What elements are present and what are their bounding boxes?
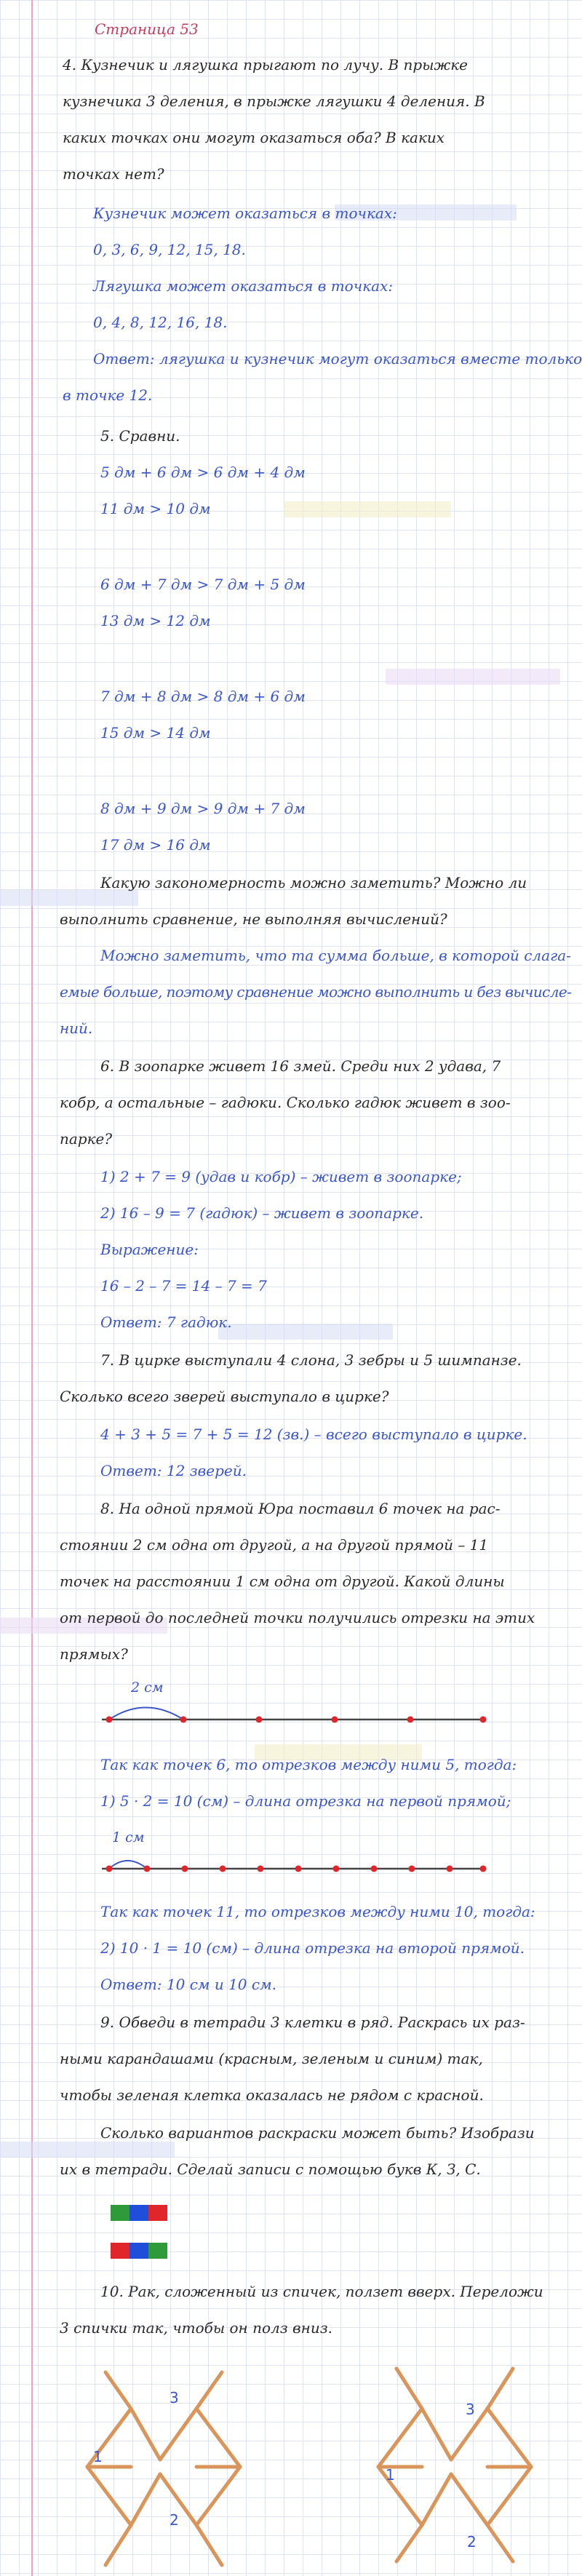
task4-text-4: точках нет? [63, 165, 164, 183]
matchstick [422, 2409, 451, 2460]
matchstick [378, 2409, 422, 2467]
task5-question-1: Какую закономерность можно заметить? Можно ли [100, 874, 527, 891]
task8-text-1: 8. На одной прямой Юра поставил 6 точек на рас- [100, 1500, 501, 1517]
matchstick [487, 2467, 531, 2525]
line1-point [256, 1717, 263, 1723]
arc-1cm [109, 1861, 147, 1869]
matchstick [105, 2372, 131, 2409]
task5-answer-1: Можно заметить, что та сумма больше, в которой слага- [100, 947, 571, 964]
task8-calc-2: 2) 10 · 1 = 10 (см) – длина отрезка на второй прямой. [100, 1939, 525, 1957]
cell-red [111, 2243, 129, 2259]
matchstick [131, 2409, 160, 2460]
matchstick [487, 2369, 513, 2409]
task6-step-1: 1) 2 + 7 = 9 (удав и кобр) – живет в зоопарке; [100, 1168, 462, 1185]
task5-heading: 5. Сравни. [100, 427, 180, 445]
segment-line-1 [0, 1696, 582, 1732]
figure-label-2: 2 [170, 2511, 179, 2529]
task4-text-2: кузнечика 3 деления, в прыжке лягушки 4 деления. В [63, 92, 485, 110]
matchstick [160, 2409, 196, 2460]
line1-point [332, 1717, 338, 1723]
task6-answer: Ответ: 7 гадюк. [100, 1313, 232, 1331]
task6-expression: 16 – 2 – 7 = 14 – 7 = 7 [100, 1277, 267, 1295]
watermark-bar [218, 1324, 393, 1340]
task9-text-2: ными карандашами (красным, зеленым и синим) так, [60, 2050, 483, 2067]
task5-compare-4b: 17 дм > 16 дм [100, 836, 211, 854]
cell-green [148, 2243, 167, 2259]
task4-grasshopper-points: 0, 3, 6, 9, 12, 15, 18. [93, 241, 246, 258]
task9-text-1: 9. Обведи в тетради 3 клетки в ряд. Раскрась их раз- [100, 2014, 525, 2031]
arc-2cm [109, 1708, 183, 1720]
line2-point [295, 1866, 302, 1872]
line2-point [447, 1866, 453, 1872]
line2-point [333, 1866, 340, 1872]
line2-point [371, 1866, 378, 1872]
matchstick [87, 2467, 131, 2525]
task5-question-2: выполнить сравнение, не выполняя вычислений? [60, 910, 447, 928]
task6-text-3: парке? [60, 1130, 113, 1148]
task7-answer: Ответ: 12 зверей. [100, 1462, 247, 1479]
line1-point [407, 1717, 414, 1723]
task4-frog-label: Лягушка может оказаться в точках: [93, 277, 394, 295]
task9-text-4: Сколько вариантов раскраски может быть? Изобрази [100, 2124, 535, 2142]
figure-label-3: 3 [170, 2389, 179, 2406]
task7-text-2: Сколько всего зверей выступало в цирке? [60, 1388, 389, 1405]
task6-expression-label: Выражение: [100, 1241, 199, 1258]
task5-compare-2b: 13 дм > 12 дм [100, 612, 211, 629]
arc1-label: 2 см [131, 1679, 164, 1696]
matchstick [396, 2525, 422, 2561]
task8-answer: Ответ: 10 см и 10 см. [100, 1976, 277, 1993]
task5-answer-2: емые больше, поэтому сравнение можно выполнить и без вычисле- [60, 983, 572, 1001]
crayfish-before [87, 2372, 240, 2565]
task7-solution: 4 + 3 + 5 = 7 + 5 = 12 (зв.) – всего выступало в цирке. [100, 1426, 527, 1443]
matchstick [487, 2525, 513, 2561]
notebook-margin-line [31, 0, 33, 2576]
cell-blue [129, 2205, 148, 2221]
task8-calc-1: 1) 5 · 2 = 10 (см) – длина отрезка на первой прямой; [100, 1792, 511, 1810]
cell-blue [129, 2243, 148, 2259]
task8-reason-1: Так как точек 6, то отрезков между ними 5, тогда: [100, 1756, 517, 1773]
watermark-bar [284, 501, 451, 517]
color-variant-2 [111, 2243, 167, 2259]
line2-point [409, 1866, 415, 1872]
task4-text-3: каких точках они могут оказаться оба? В каких [63, 129, 445, 146]
task4-grasshopper-label: Кузнечик может оказаться в точках: [93, 204, 397, 222]
matchstick [396, 2369, 422, 2409]
matchstick [131, 2474, 160, 2525]
task8-reason-2: Так как точек 11, то отрезков между ними 10, тогда: [100, 1903, 535, 1920]
figure-label-1: 1 [93, 2448, 103, 2465]
watermark-bar [0, 2142, 175, 2158]
task4-answer-2: в точке 12. [63, 386, 153, 404]
matchstick [378, 2467, 422, 2525]
task10-text-1: 10. Рак, сложенный из спичек, ползет вверх. Переложи [100, 2283, 543, 2300]
matchstick [196, 2409, 240, 2467]
matchstick [196, 2467, 240, 2525]
task9-text-5: их в тетради. Сделай записи с помощью букв К, З, С. [60, 2160, 481, 2178]
task8-text-4: от первой до последней точки получились отрезки на этих [60, 1609, 535, 1626]
matchstick [196, 2525, 222, 2565]
page-header: Страница 53 [95, 20, 199, 38]
task8-text-3: точек на расстоянии 1 см одна от другой. Какой длины [60, 1573, 505, 1590]
task10-text-2: 3 спички так, чтобы он полз вниз. [60, 2319, 332, 2337]
figure-label-3-right: 3 [466, 2401, 475, 2418]
figure-label-2-right: 2 [467, 2533, 477, 2551]
task5-compare-3a: 7 дм + 8 дм > 8 дм + 6 дм [100, 688, 306, 705]
line1-point [106, 1717, 113, 1723]
crayfish-after [378, 2369, 531, 2561]
task4-answer-1: Ответ: лягушка и кузнечик могут оказаться вместе только [93, 350, 582, 367]
color-variant-1 [111, 2205, 167, 2221]
task4-frog-points: 0, 4, 8, 12, 16, 18. [93, 314, 228, 331]
matchstick [487, 2409, 531, 2467]
task5-compare-1a: 5 дм + 6 дм > 6 дм + 4 дм [100, 464, 306, 481]
task6-step-2: 2) 16 – 9 = 7 (гадюк) – живет в зоопарке. [100, 1204, 424, 1222]
figure-label-1-right: 1 [386, 2466, 395, 2484]
line2-point [106, 1866, 113, 1872]
segment-line-2 [0, 1847, 582, 1876]
line2-point [182, 1866, 188, 1872]
line2-point [480, 1866, 487, 1872]
task5-compare-4a: 8 дм + 9 дм > 9 дм + 7 дм [100, 800, 306, 817]
cell-green [111, 2205, 129, 2221]
task4-text-1: 4. Кузнечик и лягушка прыгают по лучу. В прыжке [63, 56, 469, 73]
matchstick [451, 2474, 487, 2525]
line1-point [180, 1717, 187, 1723]
matchstick [196, 2372, 222, 2409]
task5-compare-2a: 6 дм + 7 дм > 7 дм + 5 дм [100, 576, 306, 593]
matchstick [422, 2474, 451, 2525]
watermark-bar [386, 669, 560, 685]
matchstick [105, 2525, 131, 2565]
line2-point [220, 1866, 226, 1872]
arc2-label: 1 см [112, 1829, 145, 1845]
line2-point [258, 1866, 264, 1872]
task5-compare-1b: 11 дм > 10 дм [100, 500, 211, 517]
task5-answer-3: ний. [60, 1019, 93, 1037]
task8-text-5: прямых? [60, 1645, 128, 1663]
task6-text-1: 6. В зоопарке живет 16 змей. Среди них 2 удава, 7 [100, 1057, 501, 1075]
task5-compare-3b: 15 дм > 14 дм [100, 724, 211, 742]
cell-red [148, 2205, 167, 2221]
task8-text-2: стоянии 2 см одна от другой, а на другой прямой – 11 [60, 1536, 489, 1554]
task7-text-1: 7. В цирке выступали 4 слона, 3 зебры и 5 шимпанзе. [100, 1351, 522, 1369]
watermark-bar [0, 890, 138, 906]
matchstick-crayfish-figures [0, 2365, 582, 2576]
task6-text-2: кобр, а остальные – гадюки. Сколько гадюк живет в зоо- [60, 1094, 511, 1111]
line1-point [480, 1717, 487, 1723]
line2-point [144, 1866, 151, 1872]
task9-text-3: чтобы зеленая клетка оказалась не рядом с красной. [60, 2086, 484, 2104]
